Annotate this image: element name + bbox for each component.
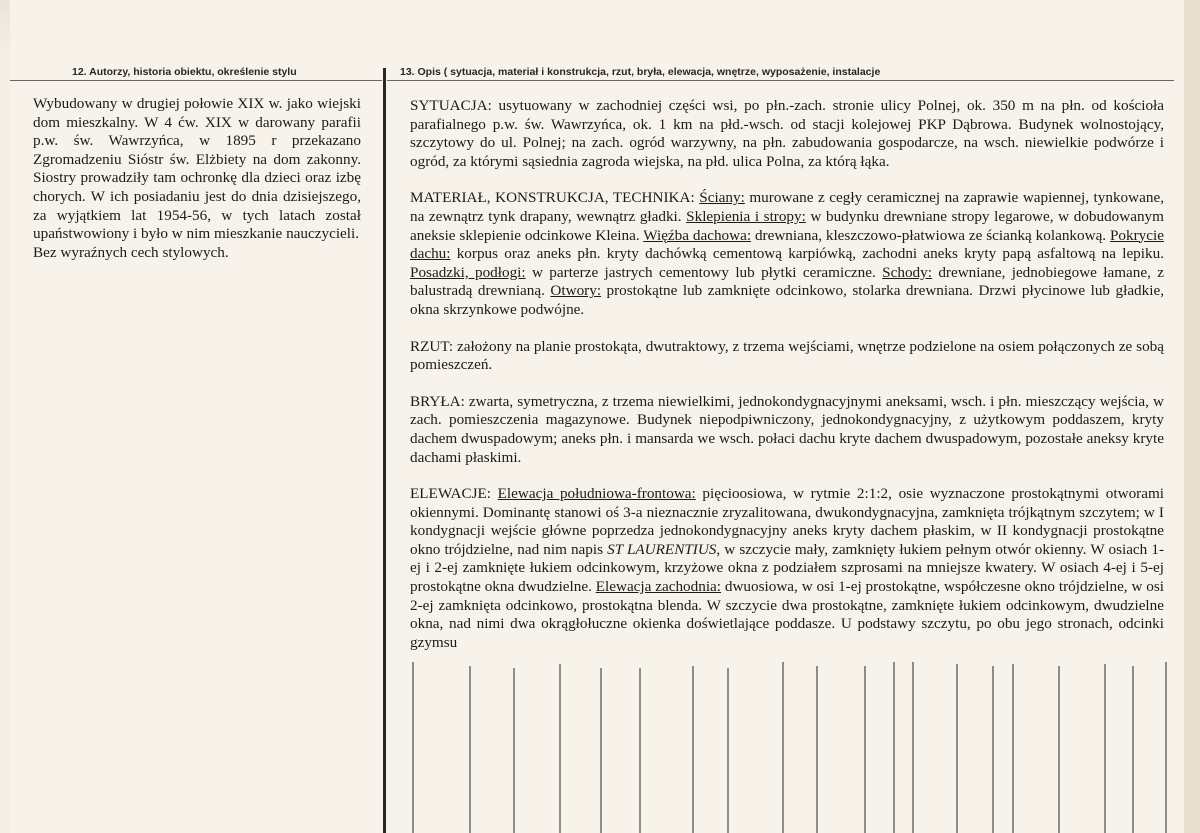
sytuacja-paragraph <box>410 97 1164 171</box>
elewacje-label: ELEWACJE: <box>410 485 491 503</box>
poludniowa-text-2: , w szczycie mały, zamknięty łukiem pełnym otwór okienny. W osiach 1-ej i 2-ej zamknięte łukiem odcinkowym, krzyżowe okna z podziałem szprosami na mniejsze kwatery. W osiach 4-ej i 5-ej prostokątne okna dwudzielne. <box>410 540 1164 596</box>
rzut-text: założony na planie prostokąta, dwutraktowy, z trzema wejściami, wnętrze podzielone na osiem połączonych ze sobą pomieszczeń. <box>410 337 1164 374</box>
poludniowa-label: Elewacja południowa-frontowa: <box>497 485 696 503</box>
sytuacja-label: SYTUACJA: <box>410 97 492 114</box>
sklepienia-text: w budynku drewniane stropy legarowe, w dobudowanym aneksie sklepienie odcinkowe Kleina. <box>410 207 1164 244</box>
material-label: MATERIAŁ, KONSTRUKCJA, TECHNIKA: <box>410 189 695 207</box>
scan-streak-artifacts <box>387 656 1174 833</box>
sciany-label: Ściany: <box>699 189 745 207</box>
otwory-label: Otwory: <box>550 282 602 300</box>
schody-text: drewniane, jednobiegowe łamane, z balustradą drewnianą. <box>410 263 1165 300</box>
history-text <box>33 95 361 262</box>
schody-label: Schody: <box>882 263 932 281</box>
pokrycie-label: Pokrycie dachu: <box>410 226 1164 263</box>
header-rule-right <box>387 80 1174 81</box>
poludniowa-text-1: pięcioosiowa, w rytmie 2:1:2, osie wyznaczone prostokątnymi otworami okiennymi. Dominantę stanowi oś 3-a nieznacznie zryzalitowana, dwukondygnacyjna, zamknięta trójkątnym szczytem; w I kondygnacji wejście główne poprzedza jednokondygnacyjny aneks kryty dachem płaskim, w II kondygnacji prostokątne okno trójdzielne, nad nim napis <box>410 485 1165 558</box>
sciany-text: murowane z cegły ceramicznej na zaprawie wapiennej, tynkowane, na zewnątrz tynk drapany, wewnątrz gładki. <box>410 189 1164 225</box>
wiezba-text: drewniana, kleszczowo-płatwiowa ze ścianką kolankową. <box>751 226 1110 244</box>
zachodnia-label: Elewacja zachodnia: <box>595 578 722 596</box>
description-text <box>410 97 1164 670</box>
section-12-header: 12. Autorzy, historia obiektu, określenie stylu <box>72 66 297 78</box>
rzut-label: RZUT: <box>410 337 454 355</box>
posadzki-label: Posadzki, podłogi: <box>410 263 526 281</box>
header-rule-left <box>10 80 382 81</box>
section-13-header: 13. Opis ( sytuacja, materiał i konstrukcja, rzut, bryła, elewacja, wnętrze, wyposażenie, instalacje <box>400 66 881 78</box>
history-paragraph: Wybudowany w drugiej połowie XIX w. jako wiejski dom mieszkalny. W 4 ćw. XIX w darowany parafii p.w. św. Wawrzyńca, w 1895 r przekazano Zgromadzeniu Sióstr św. Elżbiety na dom zakonny. Siostry prowadziły tam ochronkę dla dzieci oraz izbę chorych. W ich posiadaniu jest do dnia dzisiejszego, za wyjątkiem lat 1954-56, w tych latach został upaństwowiony i było w nim mieszkanie nauczycieli. <box>33 95 361 243</box>
pokrycie-text: korpus oraz aneks płn. kryty dachówką cementową karpiówką, zachodni aneks kryty papą asfaltową na lepiku. <box>450 245 1164 263</box>
material-paragraph <box>410 189 1164 319</box>
zachodnia-text: dwuosiowa, w osi 1-ej prostokątne, współczesne okno trójdzielne, w osi 2-ej zamknięta odcinkowo, prostokątna blenda. W szczycie dwa prostokątne, zamknięte łukiem odcinkowym, dwudzielne okna, nad nimi dwa okrągłołuczne okienka doświetlające poddasze. U podstawy szczytu, po obu jego stronach, odcinki gzymsu <box>410 578 1164 651</box>
otwory-text: prostokątne lub zamknięte odcinkowo, stolarka drewniana. Drzwi płycinowe lub gładkie, okna skrzynkowe podwójne. <box>410 282 1165 318</box>
elewacje-paragraph <box>410 485 1164 652</box>
style-note: Bez wyraźnych cech stylowych. <box>33 243 229 261</box>
rzut-paragraph <box>410 338 1164 375</box>
wiezba-label: Więźba dachowa: <box>643 226 752 244</box>
page-edge <box>1184 0 1200 833</box>
bryla-label: BRYŁA: <box>410 392 465 410</box>
sytuacja-text: usytuowany w zachodniej części wsi, po płn.-zach. stronie ulicy Polnej, ok. 350 m na płn. od kościoła parafialnego p.w. św. Wawrzyńca, ok. 1 km na płd.-wsch. od stacji kolejowej PKP Dąbrowa. Budynek wolnostojący, szczytowy do ul. Polnej; na zach. ogród warzywny, na płn. zabudowania gospodarcze, na wsch. niewielkie podwórze i ogród, za którymi sąsiednia zagroda wiejska, na płd. ulica Polna, za którą łąka. <box>410 97 1164 170</box>
bryla-paragraph <box>410 393 1164 467</box>
column-divider <box>383 68 386 833</box>
posadzki-text: w parterze jastrych cementowy lub płytki ceramiczne. <box>525 263 883 281</box>
inscription-text: ST LAURENTIUS <box>607 540 717 558</box>
bryla-text: zwarta, symetryczna, z trzema niewielkimi, jednokondygnacyjnymi aneksami, wsch. i płn. mieszczący wejścia, w zach. pomieszczenia magazynowe. Budynek niepodpiwniczony, jednokondygnacyjny, z użytkowym poddaszem, kryty dachem dwuspadowym; aneks płn. i mansarda we wsch. połaci dachu kryte dachem dwuspadowym, pozostałe aneksy kryte dachami płaskimi. <box>410 392 1164 466</box>
sklepienia-label: Sklepienia i stropy: <box>686 207 806 225</box>
